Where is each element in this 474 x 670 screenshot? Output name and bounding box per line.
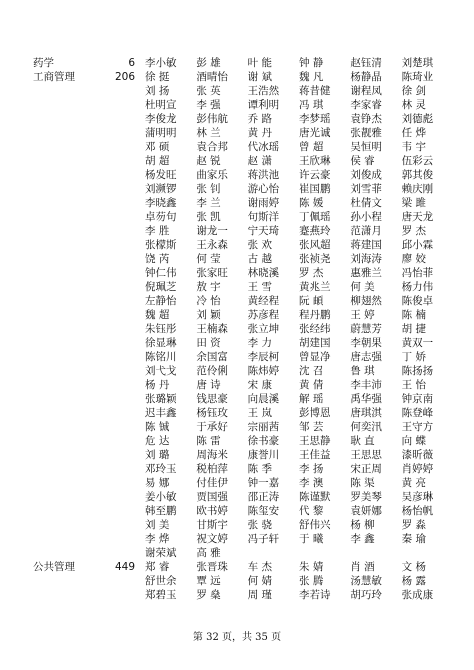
student-name: 王 雪 bbox=[247, 281, 272, 293]
student-name: 陈 渠 bbox=[350, 477, 375, 489]
student-name: 秦 瑜 bbox=[401, 533, 426, 545]
student-name: 肖 酒 bbox=[350, 561, 375, 573]
student-name: 陈 雷 bbox=[196, 435, 221, 447]
student-name: 邓玲玉 bbox=[145, 463, 177, 475]
student-name: 赵 锐 bbox=[196, 155, 221, 167]
student-name: 刘 美 bbox=[145, 519, 170, 531]
student-name: 廖 姣 bbox=[401, 253, 426, 265]
name-row bbox=[145, 560, 453, 574]
student-name: 张风超 bbox=[298, 239, 331, 251]
student-name: 刘弋戈 bbox=[145, 365, 177, 377]
student-name: 彭博恩 bbox=[298, 407, 331, 419]
student-name: 张檬斯 bbox=[145, 239, 177, 251]
student-name: 谭利明 bbox=[247, 99, 280, 111]
student-name: 罗美琴 bbox=[350, 491, 382, 503]
student-name: 伍彩云 bbox=[401, 155, 434, 167]
student-name: 谢荣斌 bbox=[145, 547, 177, 559]
student-name: 张 欢 bbox=[247, 239, 272, 251]
student-name: 向 蝶 bbox=[401, 435, 426, 447]
student-name: 罗 燊 bbox=[196, 589, 221, 601]
student-name: 倪珮芝 bbox=[145, 281, 177, 293]
student-name: 罗 杰 bbox=[401, 225, 426, 237]
student-name: 钟京南 bbox=[401, 393, 434, 405]
student-name: 酒晴怡 bbox=[196, 71, 228, 83]
student-name: 丁佩瑶 bbox=[298, 211, 331, 223]
student-name: 赵 潇 bbox=[247, 155, 272, 167]
name-row bbox=[145, 294, 453, 308]
major-section bbox=[33, 560, 453, 602]
student-name: 任 烨 bbox=[401, 127, 426, 139]
student-name: 丁 娇 bbox=[401, 351, 426, 363]
name-row bbox=[145, 490, 453, 504]
student-name: 梁 雎 bbox=[401, 197, 426, 209]
student-name: 王欣琳 bbox=[298, 155, 331, 167]
student-name: 唐志强 bbox=[350, 351, 382, 363]
major-section bbox=[33, 70, 453, 560]
student-name: 车 杰 bbox=[247, 561, 272, 573]
student-name: 张 骁 bbox=[247, 519, 272, 531]
student-name: 陈 铖 bbox=[145, 421, 170, 433]
student-name: 肖婷婷 bbox=[401, 463, 434, 475]
student-name bbox=[402, 546, 453, 560]
student-name: 胡 捷 bbox=[401, 323, 426, 335]
student-name: 迟丰鑫 bbox=[145, 407, 177, 419]
student-name: 张璐颖 bbox=[145, 393, 177, 405]
name-row bbox=[145, 98, 453, 112]
student-name: 黄 亮 bbox=[401, 477, 426, 489]
student-name bbox=[350, 546, 401, 560]
student-name: 彭伟航 bbox=[196, 113, 228, 125]
student-name bbox=[248, 546, 299, 560]
name-row bbox=[145, 280, 453, 294]
student-name: 左静怡 bbox=[145, 295, 177, 307]
student-name: 杜明宣 bbox=[145, 99, 177, 111]
student-name: 张 凯 bbox=[196, 211, 221, 223]
student-name: 黄双一 bbox=[401, 337, 434, 349]
student-name: 代 黎 bbox=[298, 505, 324, 517]
student-name: 林 灵 bbox=[401, 99, 426, 111]
name-row bbox=[145, 504, 453, 518]
student-name: 杜倩文 bbox=[350, 197, 382, 209]
student-name: 蔚慧芳 bbox=[350, 323, 382, 335]
student-name: 高 雅 bbox=[196, 547, 221, 559]
name-row bbox=[145, 462, 453, 476]
student-name: 宁天琦 bbox=[247, 225, 280, 237]
name-row bbox=[145, 182, 453, 196]
roster-content bbox=[33, 56, 453, 602]
student-name: 唐天龙 bbox=[401, 211, 434, 223]
name-row bbox=[145, 322, 453, 336]
student-name: 袁妍娜 bbox=[350, 505, 382, 517]
student-name: 魏 超 bbox=[145, 309, 170, 321]
student-name: 何 美 bbox=[350, 281, 375, 293]
student-name: 韩至鹏 bbox=[145, 505, 177, 517]
student-name: 祝文婷 bbox=[196, 533, 228, 545]
student-name: 句斯洋 bbox=[247, 211, 280, 223]
student-name: 宋 康 bbox=[247, 379, 272, 391]
student-name: 张经纬 bbox=[298, 323, 331, 335]
name-grid bbox=[145, 560, 453, 602]
student-name: 杨 柳 bbox=[350, 519, 375, 531]
student-name: 代冰瑶 bbox=[247, 141, 280, 153]
student-name: 蒋洪池 bbox=[247, 169, 280, 181]
student-name: 罗 杰 bbox=[298, 267, 324, 279]
name-row bbox=[145, 532, 453, 546]
student-name: 杨怡帆 bbox=[401, 505, 434, 517]
student-name: 胡巧玲 bbox=[350, 589, 382, 601]
student-name: 朱钰彤 bbox=[145, 323, 177, 335]
name-row bbox=[145, 238, 453, 252]
student-name: 李小敏 bbox=[145, 57, 177, 69]
student-name: 禹华强 bbox=[350, 393, 382, 405]
student-name: 李家睿 bbox=[350, 99, 382, 111]
student-name: 饶 芮 bbox=[145, 253, 170, 265]
student-name: 鲁 琪 bbox=[350, 365, 375, 377]
student-name: 冯怡菲 bbox=[401, 267, 434, 279]
student-name: 刘 扬 bbox=[145, 85, 170, 97]
student-name: 邵正涛 bbox=[247, 491, 280, 503]
student-name: 刘俊成 bbox=[350, 169, 382, 181]
student-name: 曾 超 bbox=[298, 141, 324, 153]
student-name: 解 瑶 bbox=[298, 393, 324, 405]
name-row bbox=[145, 266, 453, 280]
student-name: 文 杨 bbox=[401, 561, 426, 573]
student-name: 李 烨 bbox=[145, 533, 170, 545]
student-name: 卓芴句 bbox=[145, 211, 177, 223]
student-name: 胡 超 bbox=[145, 155, 170, 167]
student-name: 李 鑫 bbox=[350, 533, 375, 545]
student-name: 唐 诗 bbox=[196, 379, 221, 391]
student-name: 宗丽茜 bbox=[247, 421, 280, 433]
student-name: 杨 丹 bbox=[145, 379, 170, 391]
student-name: 贾国强 bbox=[196, 491, 228, 503]
student-name: 杨发旺 bbox=[145, 169, 177, 181]
name-row bbox=[145, 392, 453, 406]
student-name: 袁铮杰 bbox=[350, 113, 382, 125]
name-row bbox=[145, 126, 453, 140]
student-name: 李 胜 bbox=[145, 225, 170, 237]
student-name: 陈登峰 bbox=[401, 407, 434, 419]
student-name: 徐书豪 bbox=[247, 435, 280, 447]
name-row bbox=[145, 546, 453, 560]
major-name: 工商管理 bbox=[33, 71, 75, 83]
student-name: 王守方 bbox=[401, 421, 434, 433]
student-name: 冷 怡 bbox=[196, 295, 221, 307]
student-name: 谢 斌 bbox=[247, 71, 272, 83]
name-row bbox=[145, 84, 453, 98]
student-name: 邓 硕 bbox=[145, 141, 170, 153]
student-name: 叶 能 bbox=[247, 57, 272, 69]
student-name: 沈 召 bbox=[298, 365, 324, 377]
student-name: 漆昕薇 bbox=[401, 449, 434, 461]
student-name: 蒋建国 bbox=[350, 239, 382, 251]
student-name: 朱 婧 bbox=[298, 561, 324, 573]
student-name: 郑碧玉 bbox=[145, 589, 177, 601]
student-name: 李若诗 bbox=[298, 589, 331, 601]
student-name: 赵钰清 bbox=[350, 57, 382, 69]
student-name: 徐 挺 bbox=[145, 71, 170, 83]
student-name bbox=[299, 546, 350, 560]
name-row bbox=[145, 350, 453, 364]
student-name: 崔国鹏 bbox=[298, 183, 331, 195]
student-name: 杨力伟 bbox=[401, 281, 434, 293]
name-row bbox=[145, 140, 453, 154]
student-name: 陈琦业 bbox=[401, 71, 434, 83]
name-row bbox=[145, 476, 453, 490]
student-name: 李 强 bbox=[196, 99, 221, 111]
student-name: 张晋珠 bbox=[196, 561, 228, 573]
student-name: 欧书婷 bbox=[196, 505, 228, 517]
student-name: 余国富 bbox=[196, 351, 228, 363]
student-name: 李俊龙 bbox=[145, 113, 177, 125]
page-footer: 第 32 页，共 35 页 bbox=[192, 632, 282, 643]
name-row bbox=[145, 70, 453, 84]
student-name: 向晨溪 bbox=[247, 393, 280, 405]
student-name: 陈 楠 bbox=[401, 309, 426, 321]
student-name: 魏 凡 bbox=[298, 71, 324, 83]
student-name: 钟一嘉 bbox=[247, 477, 280, 489]
student-name: 罗 淼 bbox=[401, 519, 426, 531]
student-name: 耿 直 bbox=[350, 435, 375, 447]
student-name: 杨钰玫 bbox=[196, 407, 228, 419]
student-name: 刘德彪 bbox=[401, 113, 434, 125]
student-name: 覃 远 bbox=[196, 575, 221, 587]
student-name: 汤慧敏 bbox=[350, 575, 382, 587]
student-name: 张祯尧 bbox=[298, 253, 331, 265]
student-name: 孙小程 bbox=[350, 211, 382, 223]
student-name: 张 英 bbox=[196, 85, 221, 97]
student-name: 周海米 bbox=[196, 449, 228, 461]
student-name: 邹 芸 bbox=[298, 421, 324, 433]
student-name: 李朝果 bbox=[350, 337, 382, 349]
student-name: 陈扬扬 bbox=[401, 365, 434, 377]
student-name: 杨静晶 bbox=[350, 71, 382, 83]
student-name: 李 力 bbox=[247, 337, 272, 349]
major-name: 药学 bbox=[33, 57, 54, 69]
student-name: 舒世余 bbox=[145, 575, 177, 587]
student-name: 苏彦程 bbox=[247, 309, 280, 321]
student-name: 范潇月 bbox=[350, 225, 382, 237]
student-name: 刘 颖 bbox=[196, 309, 221, 321]
name-grid bbox=[145, 70, 453, 560]
student-name: 徐 剑 bbox=[401, 85, 426, 97]
student-name: 曲家乐 bbox=[196, 169, 228, 181]
name-grid bbox=[145, 56, 453, 70]
major-section bbox=[33, 56, 453, 70]
student-name: 张 腾 bbox=[298, 575, 324, 587]
student-name: 钟仁伟 bbox=[145, 267, 177, 279]
student-name: 王 怡 bbox=[401, 379, 426, 391]
student-name: 黄 丹 bbox=[247, 127, 272, 139]
student-name: 张成康 bbox=[401, 589, 434, 601]
student-name: 黄经程 bbox=[247, 295, 280, 307]
student-name: 王佳益 bbox=[298, 449, 331, 461]
name-row bbox=[145, 196, 453, 210]
student-name: 郑 睿 bbox=[145, 561, 170, 573]
student-name: 王楠森 bbox=[196, 323, 228, 335]
student-name: 王浩然 bbox=[247, 85, 280, 97]
student-name: 张立坤 bbox=[247, 323, 280, 335]
name-row bbox=[145, 210, 453, 224]
student-name: 周 瑾 bbox=[247, 589, 272, 601]
student-name: 税柏萍 bbox=[196, 463, 228, 475]
student-name: 刘雪菲 bbox=[350, 183, 382, 195]
student-name: 古 越 bbox=[247, 253, 272, 265]
student-name: 陈炜婷 bbox=[247, 365, 280, 377]
name-row bbox=[145, 588, 453, 602]
student-name: 于 曦 bbox=[298, 533, 324, 545]
student-name: 蹇燕玲 bbox=[298, 225, 331, 237]
student-name: 冯子轩 bbox=[247, 533, 280, 545]
student-count: 206 bbox=[114, 71, 135, 83]
student-name: 李 澳 bbox=[298, 477, 324, 489]
student-name: 黄兆兰 bbox=[298, 281, 331, 293]
student-name: 王思思 bbox=[350, 449, 382, 461]
student-name: 李 扬 bbox=[298, 463, 324, 475]
student-name: 李梦瑶 bbox=[298, 113, 331, 125]
student-name: 程丹鹏 bbox=[298, 309, 331, 321]
student-name: 黄 倩 bbox=[298, 379, 324, 391]
student-name: 李晓鑫 bbox=[145, 197, 177, 209]
student-name: 何奕汛 bbox=[350, 421, 382, 433]
student-count: 6 bbox=[128, 57, 135, 69]
name-row bbox=[145, 224, 453, 238]
student-name: 谢龙一 bbox=[196, 225, 228, 237]
student-name: 李丰沛 bbox=[350, 379, 382, 391]
student-name: 张 钊 bbox=[196, 183, 221, 195]
student-name: 游心怡 bbox=[247, 183, 280, 195]
student-name: 王永森 bbox=[196, 239, 228, 251]
student-name: 李 兰 bbox=[196, 197, 221, 209]
name-row bbox=[145, 574, 453, 588]
name-row bbox=[145, 56, 453, 70]
name-row bbox=[145, 434, 453, 448]
student-name: 付佳伊 bbox=[196, 477, 228, 489]
student-count: 449 bbox=[114, 561, 135, 573]
student-name: 刘 璐 bbox=[145, 449, 170, 461]
student-name: 于承好 bbox=[196, 421, 228, 433]
student-name: 吴恒明 bbox=[350, 141, 382, 153]
student-name: 舒伟兴 bbox=[298, 519, 331, 531]
student-name: 林 兰 bbox=[196, 127, 221, 139]
name-row bbox=[145, 308, 453, 322]
student-name: 侯 睿 bbox=[350, 155, 375, 167]
student-name: 蒋昔健 bbox=[298, 85, 331, 97]
student-name: 钟 静 bbox=[298, 57, 324, 69]
student-name: 韦 宇 bbox=[401, 141, 426, 153]
student-name: 许云豪 bbox=[298, 169, 331, 181]
student-name: 谢程凤 bbox=[350, 85, 382, 97]
major-name: 公共管理 bbox=[33, 561, 75, 573]
student-name: 钱思豪 bbox=[196, 393, 228, 405]
student-name: 甘斯宇 bbox=[196, 519, 228, 531]
student-name: 易 娜 bbox=[145, 477, 170, 489]
student-name: 何 婧 bbox=[247, 575, 272, 587]
student-name: 谢雨婷 bbox=[247, 197, 280, 209]
student-name: 刘濒锣 bbox=[145, 183, 177, 195]
student-name: 范伶俐 bbox=[196, 365, 228, 377]
student-name: 危 达 bbox=[145, 435, 170, 447]
student-name: 唐光诚 bbox=[298, 127, 331, 139]
student-name: 邱小霖 bbox=[401, 239, 434, 251]
student-name: 林晓溪 bbox=[247, 267, 280, 279]
student-name: 陈俊卓 bbox=[401, 295, 434, 307]
student-name: 张靓雅 bbox=[350, 127, 382, 139]
student-name: 惠雅兰 bbox=[350, 267, 382, 279]
student-name: 陈 媛 bbox=[298, 197, 324, 209]
student-name: 徐显琳 bbox=[145, 337, 177, 349]
student-name: 陈玺安 bbox=[247, 505, 280, 517]
student-name: 王思静 bbox=[298, 435, 331, 447]
student-name: 陈 季 bbox=[247, 463, 272, 475]
student-name: 乔 路 bbox=[247, 113, 272, 125]
student-name: 姜小敏 bbox=[145, 491, 177, 503]
student-name: 陈谨默 bbox=[298, 491, 331, 503]
name-row bbox=[145, 112, 453, 126]
student-name: 曾显净 bbox=[298, 351, 331, 363]
student-name: 冯 琪 bbox=[298, 99, 324, 111]
student-name: 阮 頔 bbox=[298, 295, 324, 307]
student-name: 蒲明明 bbox=[145, 127, 177, 139]
name-row bbox=[145, 448, 453, 462]
student-name: 康誉川 bbox=[247, 449, 280, 461]
student-name: 王 婷 bbox=[350, 309, 375, 321]
student-name: 敖 宇 bbox=[196, 281, 221, 293]
student-name: 陈铭川 bbox=[145, 351, 177, 363]
name-row bbox=[145, 168, 453, 182]
name-row bbox=[145, 378, 453, 392]
student-name: 胡建国 bbox=[298, 337, 331, 349]
student-name: 唐琪淇 bbox=[350, 407, 382, 419]
name-row bbox=[145, 420, 453, 434]
name-row bbox=[145, 154, 453, 168]
student-name: 何 莹 bbox=[196, 253, 221, 265]
name-row bbox=[145, 518, 453, 532]
name-row bbox=[145, 364, 453, 378]
student-name: 彭 雄 bbox=[196, 57, 221, 69]
student-name: 刘海涛 bbox=[350, 253, 382, 265]
student-name: 宋正周 bbox=[350, 463, 382, 475]
student-name: 杨 露 bbox=[401, 575, 426, 587]
student-name: 袁合邦 bbox=[196, 141, 228, 153]
name-row bbox=[145, 336, 453, 350]
name-row bbox=[145, 252, 453, 266]
student-name: 刘楚琪 bbox=[401, 57, 434, 69]
name-row bbox=[145, 406, 453, 420]
student-name: 李辰柯 bbox=[247, 351, 280, 363]
student-name: 吴彦琳 bbox=[401, 491, 434, 503]
student-name: 柳翅然 bbox=[350, 295, 382, 307]
student-name: 赖庆刚 bbox=[401, 183, 434, 195]
student-name: 田 资 bbox=[196, 337, 221, 349]
student-name: 郭其俊 bbox=[401, 169, 434, 181]
student-name: 王 岚 bbox=[247, 407, 272, 419]
student-name: 张家旺 bbox=[196, 267, 228, 279]
